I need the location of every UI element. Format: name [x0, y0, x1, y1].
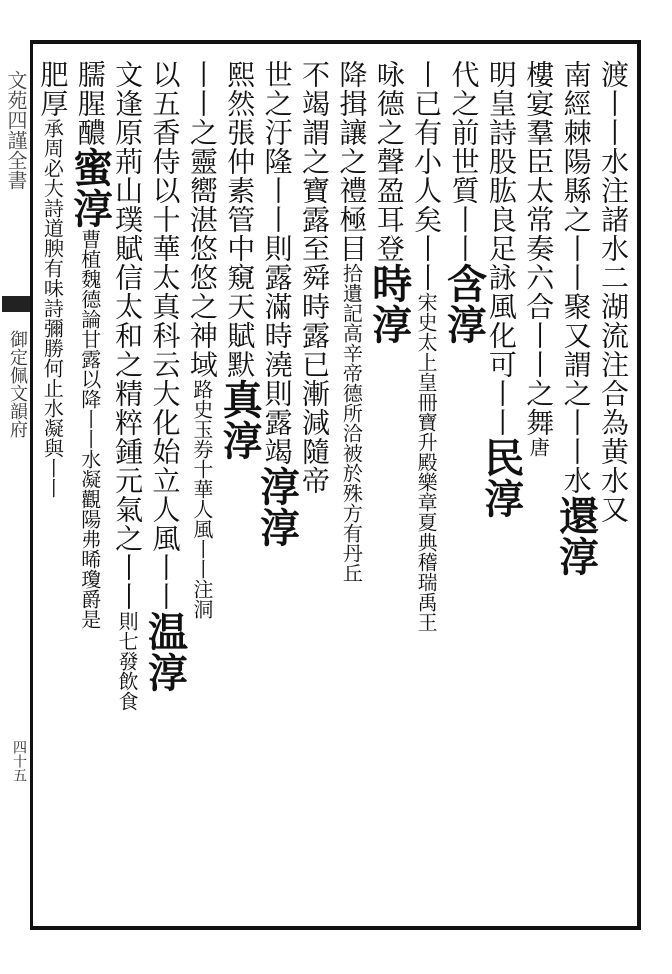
text-column	[523, 60, 558, 910]
column-text: 南經棘陽縣之丨丨聚又謂之丨丨水	[559, 60, 593, 495]
annotation-text: 宋史太上皇冊寶升殿樂章夏典稽瑞禹王	[414, 292, 439, 632]
folio-number: 四十五	[11, 740, 27, 782]
headword: 含淳	[440, 263, 488, 345]
text-column	[365, 60, 413, 910]
bottom-border	[30, 926, 640, 930]
text-column	[216, 60, 264, 910]
top-border	[30, 40, 640, 44]
text-column	[411, 60, 446, 910]
text-column	[440, 60, 488, 910]
text-column	[598, 60, 633, 910]
text-column	[552, 60, 600, 910]
text-column	[66, 60, 114, 910]
text-column	[336, 60, 371, 910]
column-text: 代之前世質丨丨	[447, 60, 481, 263]
text-column	[37, 60, 72, 910]
column-text: 肥厚	[36, 60, 70, 118]
headword: 蜜淳	[66, 147, 114, 229]
annotation-text: 曹植魏德論甘露以降丨丨水凝觀陽弗晞瓊爵是	[77, 229, 102, 629]
column-text: 降揖讓之禮極目	[335, 60, 369, 263]
annotation-text: 路史玉券十華人風丨丨注洞	[189, 379, 214, 619]
column-text: 丨丨之靈嚮湛悠悠之神域	[185, 60, 219, 379]
text-column	[141, 60, 189, 910]
right-border	[637, 40, 641, 930]
annotation-text: 唐	[526, 437, 551, 457]
text-column	[112, 60, 147, 910]
text-column	[477, 60, 525, 910]
text-column	[187, 60, 222, 910]
column-text: 世之汙隆丨丨則露滿時澆則露竭	[260, 60, 294, 466]
headword: 真淳	[216, 379, 264, 461]
margin-sub-title: 御定佩文韻府	[7, 330, 28, 438]
headword: 温淳	[141, 611, 189, 693]
margin-book-title: 文苑四謹全書	[4, 70, 28, 190]
fish-tail-mark	[2, 296, 30, 312]
annotation-text: 則七發飲食	[115, 611, 140, 711]
column-text: 明皇詩股肱良足詠風化可丨丨	[484, 60, 518, 437]
headword: 淳淳	[253, 466, 301, 548]
column-text: 樓宴羣臣太常奏六合丨丨之舞	[522, 60, 556, 437]
column-text: 咏德之聲盈耳登	[372, 60, 406, 263]
headword: 時淳	[365, 263, 413, 345]
column-text: 不竭謂之寶露至舜時露已漸減隨帝	[298, 60, 331, 495]
annotation-text: 承周必大詩道腴有味詩彌勝何止水凝與丨丨	[40, 118, 65, 498]
column-text: 臑腥醲	[73, 60, 107, 147]
column-text: 丨已有小人矣丨丨	[410, 60, 444, 292]
headword: 民淳	[477, 437, 525, 519]
annotation-text: 拾遺記高辛帝德所洽被於殊方有丹丘	[339, 263, 364, 583]
column-text: 以五香侍以十華太真科云大化始立人風丨丨	[148, 60, 182, 611]
column-text: 渡丨丨水注諸水二湖流注合為黄水又	[597, 60, 630, 524]
text-column	[253, 60, 301, 910]
text-column	[299, 60, 334, 910]
column-text: 文逢原荊山璞賦信太和之精粹鍾元氣之丨丨	[111, 60, 145, 611]
headword: 還淳	[552, 495, 600, 577]
column-text: 熙然張仲素管中窺天賦默	[223, 60, 257, 379]
